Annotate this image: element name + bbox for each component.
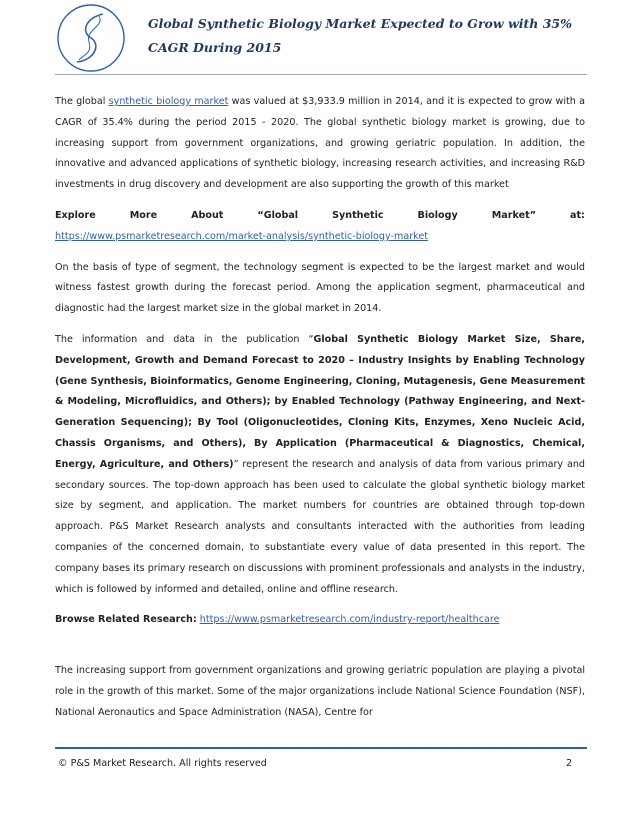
explore-word: Synthetic	[332, 209, 384, 221]
page-title: Global Synthetic Biology Market Expected to Grow with 35% CAGR During 2015	[148, 16, 573, 55]
intro-text-start: The global	[55, 96, 109, 107]
explore-word: Biology	[417, 209, 458, 221]
browse-label: Browse Related Research:	[55, 614, 197, 626]
page-number: 2	[566, 758, 573, 769]
explore-word: Market”	[491, 209, 537, 221]
intro-text-rest: was valued at $3,933.9 million in 2014, and it is expected to grow with a CAGR of 35.4% during the period 2015 - 2020. The global synthetic biology market is growing, due to increasing support from government organizations, and growing geriatric population. In addition, the innovative and advanced applications of synthetic biology, increasing research activities, and increasing R&D investments in drug discovery and development are also supporting the growth of this market	[55, 96, 586, 191]
explore-market-link[interactable]: https://www.psmarketresearch.com/market-analysis/synthetic-biology-market	[55, 230, 429, 242]
publication-text-rest: ” represent the research and analysis of data from various primary and secondary sources. The top-down approach has been used to calculate the global synthetic biology market size by segment, and application. The market numbers for countries are obtained through top-down approach. P&S Market Research analysts and consultants interacted with the authorities from leading companies of the concerned domain, to substantiate every value of data presented in this report. The company bases its primary research on discussions with prominent professionals and analysts in the industry, which is followed by informed and detailed, online and offline research.	[55, 458, 586, 595]
browse-related	[55, 610, 585, 631]
publication-title: Global Synthetic Biology Market Size, Share, Development, Growth and Demand Forecast to 2020 – Industry Insights by Enabling Technology (Gene Synthesis, Bioinformatics, Genome Engineering, Cloning, Mutagenesis, Gene Measurement & Modeling, Microfluidics, and Others); by Enabled Technology (Pathway Engineering, and Next-Generation Sequencing); By Tool (Oligonucleotides, Cloning Kits, Enzymes, Xeno Nucleic Acid, Chassis Organisms, and Others), By Application (Pharmaceutical & Diagnostics, Chemical, Energy, Agriculture, and Others)	[55, 333, 585, 470]
explore-word: More	[129, 209, 158, 221]
company-logo-icon	[55, 2, 127, 74]
publication-text-start: The information and data in the publication “	[55, 333, 314, 345]
footer-divider	[55, 747, 587, 749]
spacer	[55, 641, 585, 661]
explore-word: at:	[570, 209, 585, 221]
explore-section	[55, 206, 585, 248]
footer-copyright: © P&S Market Research. All rights reserved	[58, 758, 267, 769]
intro-paragraph	[55, 92, 585, 196]
browse-related-link[interactable]: https://www.psmarketresearch.com/industry-report/healthcare	[199, 614, 500, 626]
support-paragraph: The increasing support from government organizations and growing geriatric population are playing a pivotal role in the growth of this market. Some of the major organizations include National Science Foundation (NSF), National Aeronautics and Space Administration (NASA), Centre for	[55, 665, 585, 718]
explore-heading	[55, 206, 585, 227]
publication-paragraph	[55, 330, 585, 600]
explore-word: About	[191, 209, 224, 221]
document-body	[55, 92, 585, 734]
synthetic-biology-market-link[interactable]: synthetic biology market	[108, 96, 229, 107]
header-divider	[55, 74, 587, 75]
explore-word: “Global	[257, 209, 299, 221]
explore-word: Explore	[55, 209, 96, 221]
segment-paragraph: On the basis of type of segment, the technology segment is expected to be the largest market and would witness fastest growth during the forecast period. Among the application segment, pharmaceutical and diagnostic had the largest market size in the global market in 2014.	[55, 261, 585, 315]
